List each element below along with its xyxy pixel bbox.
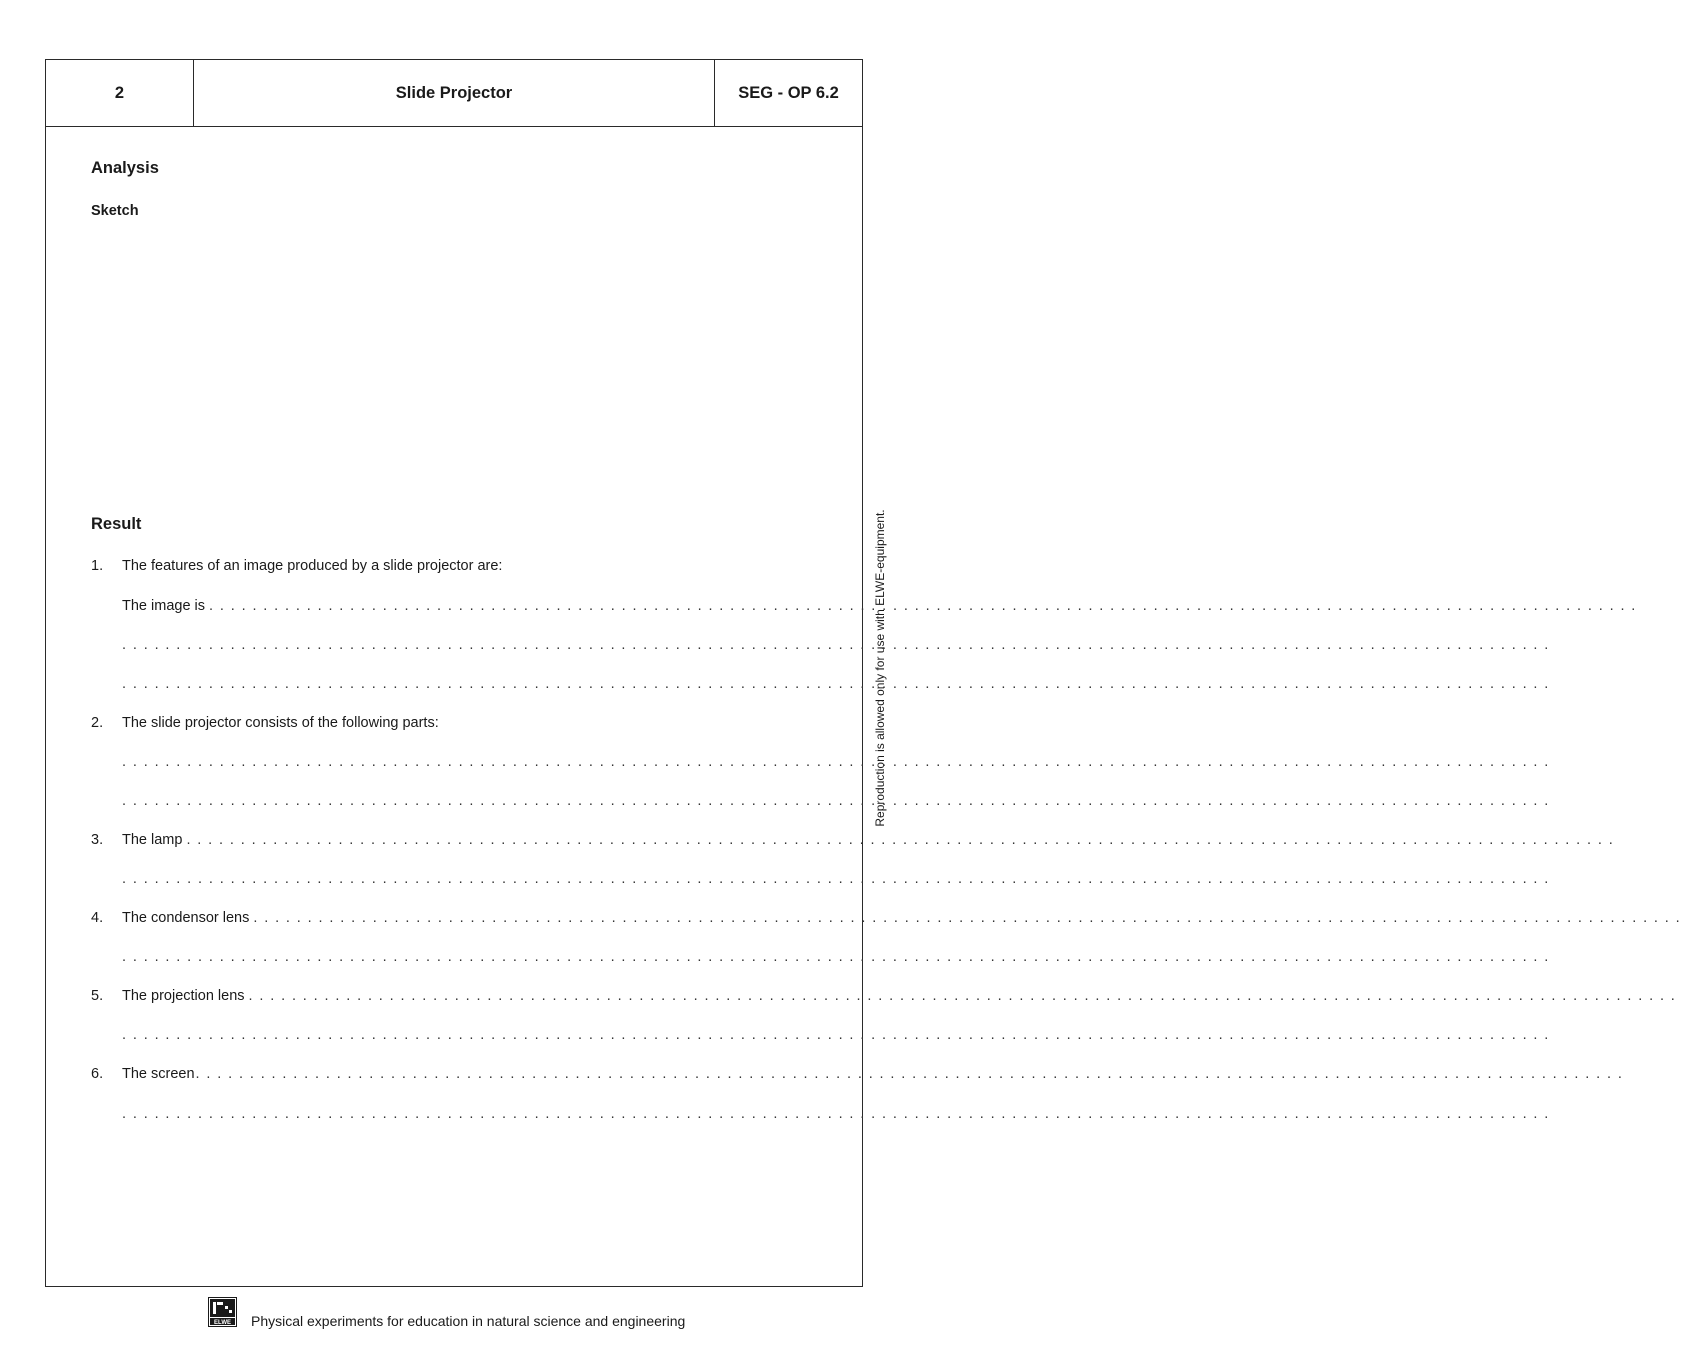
- answer-line: [122, 674, 1550, 694]
- dotted-fill: . . . . . . . . . . . . . . . . . . . . . . . . . . . . . . . . . . . . . . . . . . . . . . . . . . . . . . . . . . . . . . . . . . . . . . . . . . . . . . . . . . . . . . . . . . . . . . . . . . . . . . . . . . . . . . . . . . . . . . . . . . . . . . . . . . . .: [253, 910, 1681, 926]
- analysis-heading: Analysis: [91, 159, 159, 177]
- item-text: The condensor lens: [122, 910, 250, 926]
- item-text: The features of an image produced by a slide projector are:: [122, 558, 503, 574]
- item-number: 6.: [91, 1066, 104, 1082]
- page-title: Slide Projector: [194, 60, 715, 126]
- dotted-fill: . . . . . . . . . . . . . . . . . . . . . . . . . . . . . . . . . . . . . . . . . . . . . . . . . . . . . . . . . . . . . . . . . . . . . . . . . . . . . . . . . . . . . . . . . . . . . . . . . . . . . . . . . . . . . . . . . . . . . . . . . . . . . . . . . . . .: [122, 871, 1550, 887]
- sketch-area: [91, 230, 811, 500]
- item-number: 5.: [91, 988, 104, 1004]
- item-number: 3.: [91, 832, 104, 848]
- answer-line: [122, 1064, 1624, 1084]
- elwe-logo-icon: [208, 1297, 237, 1327]
- answer-line: [122, 596, 1637, 616]
- answer-line: [122, 635, 1550, 655]
- answer-line: [122, 791, 1550, 811]
- dotted-fill: . . . . . . . . . . . . . . . . . . . . . . . . . . . . . . . . . . . . . . . . . . . . . . . . . . . . . . . . . . . . . . . . . . . . . . . . . . . . . . . . . . . . . . . . . . . . . . . . . . . . . . . . . . . . . . . . . . . . . . . . . . . . . . . . . . . .: [122, 637, 1550, 653]
- dotted-fill: . . . . . . . . . . . . . . . . . . . . . . . . . . . . . . . . . . . . . . . . . . . . . . . . . . . . . . . . . . . . . . . . . . . . . . . . . . . . . . . . . . . . . . . . . . . . . . . . . . . . . . . . . . . . . . . . . . . . . . . . . . . . . . . . . . . .: [209, 598, 1637, 614]
- item-number: 4.: [91, 910, 104, 926]
- document-code: SEG - OP 6.2: [738, 83, 839, 102]
- footer-text: Physical experiments for education in natural science and engineering: [251, 1313, 686, 1329]
- item-text: The screen: [122, 1066, 195, 1082]
- dotted-fill: . . . . . . . . . . . . . . . . . . . . . . . . . . . . . . . . . . . . . . . . . . . . . . . . . . . . . . . . . . . . . . . . . . . . . . . . . . . . . . . . . . . . . . . . . . . . . . . . . . . . . . . . . . . . . . . . . . . . . . . . . . . . . . . . . . . .: [122, 949, 1550, 965]
- dotted-fill: . . . . . . . . . . . . . . . . . . . . . . . . . . . . . . . . . . . . . . . . . . . . . . . . . . . . . . . . . . . . . . . . . . . . . . . . . . . . . . . . . . . . . . . . . . . . . . . . . . . . . . . . . . . . . . . . . . . . . . . . . . . . . . . . . . . .: [122, 1106, 1550, 1122]
- dotted-fill: . . . . . . . . . . . . . . . . . . . . . . . . . . . . . . . . . . . . . . . . . . . . . . . . . . . . . . . . . . . . . . . . . . . . . . . . . . . . . . . . . . . . . . . . . . . . . . . . . . . . . . . . . . . . . . . . . . . . . . . . . . . . . . . . . . . .: [186, 832, 1615, 848]
- item-text: The lamp: [122, 832, 183, 848]
- sketch-label: Sketch: [91, 203, 139, 219]
- answer-line: [122, 1104, 1550, 1124]
- dotted-fill: . . . . . . . . . . . . . . . . . . . . . . . . . . . . . . . . . . . . . . . . . . . . . . . . . . . . . . . . . . . . . . . . . . . . . . . . . . . . . . . . . . . . . . . . . . . . . . . . . . . . . . . . . . . . . . . . . . . . . . . . . . . . . . . . . . . .: [122, 793, 1550, 809]
- dotted-fill: . . . . . . . . . . . . . . . . . . . . . . . . . . . . . . . . . . . . . . . . . . . . . . . . . . . . . . . . . . . . . . . . . . . . . . . . . . . . . . . . . . . . . . . . . . . . . . . . . . . . . . . . . . . . . . . . . . . . . . . . . . . . . . . . . . . .: [122, 1027, 1550, 1043]
- svg-text:ELWE: ELWE: [213, 1320, 232, 1326]
- dotted-fill: . . . . . . . . . . . . . . . . . . . . . . . . . . . . . . . . . . . . . . . . . . . . . . . . . . . . . . . . . . . . . . . . . . . . . . . . . . . . . . . . . . . . . . . . . . . . . . . . . . . . . . . . . . . . . . . . . . . . . . . . . . . . . . . . . . . .: [248, 988, 1677, 1004]
- answer-line: [122, 830, 1615, 850]
- image-is-label: The image is: [122, 598, 206, 614]
- item-text: The projection lens: [122, 988, 245, 1004]
- item-number: 2.: [91, 715, 104, 731]
- page-number: 2: [46, 60, 194, 126]
- item-number: 1.: [91, 558, 104, 574]
- dotted-fill: . . . . . . . . . . . . . . . . . . . . . . . . . . . . . . . . . . . . . . . . . . . . . . . . . . . . . . . . . . . . . . . . . . . . . . . . . . . . . . . . . . . . . . . . . . . . . . . . . . . . . . . . . . . . . . . . . . . . . . . . . . . . . . . . . . . .: [195, 1066, 1624, 1082]
- dotted-fill: . . . . . . . . . . . . . . . . . . . . . . . . . . . . . . . . . . . . . . . . . . . . . . . . . . . . . . . . . . . . . . . . . . . . . . . . . . . . . . . . . . . . . . . . . . . . . . . . . . . . . . . . . . . . . . . . . . . . . . . . . . . . . . . . . . . .: [122, 754, 1550, 770]
- dotted-fill: . . . . . . . . . . . . . . . . . . . . . . . . . . . . . . . . . . . . . . . . . . . . . . . . . . . . . . . . . . . . . . . . . . . . . . . . . . . . . . . . . . . . . . . . . . . . . . . . . . . . . . . . . . . . . . . . . . . . . . . . . . . . . . . . . . . .: [122, 676, 1550, 692]
- answer-line: [122, 986, 1677, 1006]
- answer-line: [122, 752, 1550, 772]
- item-text: The slide projector consists of the following parts:: [122, 715, 439, 731]
- answer-line: [122, 947, 1550, 967]
- worksheet-header: [46, 60, 862, 127]
- reproduction-note-text: Reproduction is allowed only for use with ELWE-equipment.: [873, 509, 887, 827]
- answer-line: [122, 1025, 1550, 1045]
- answer-line: [122, 908, 1681, 928]
- result-heading: Result: [91, 515, 142, 533]
- answer-line: [122, 869, 1550, 889]
